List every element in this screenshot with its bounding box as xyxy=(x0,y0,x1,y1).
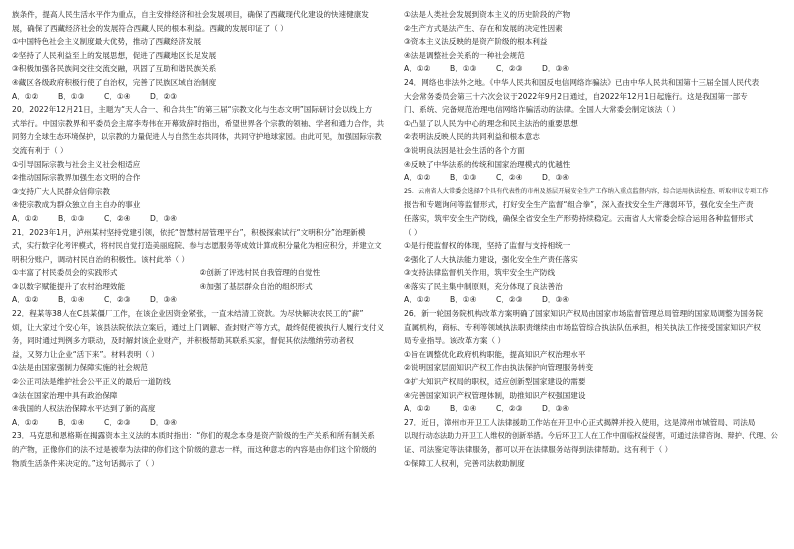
choice-c: C．②③ xyxy=(496,295,523,305)
q21-option-row xyxy=(12,266,387,280)
choice-a: A．①② xyxy=(12,417,39,427)
q21-option: ③以数字赋能提升了农村治理效能 xyxy=(12,281,126,291)
q23-option: ③资本主义法反映的是资产阶级的根本利益 xyxy=(404,37,548,47)
left-column xyxy=(12,8,387,470)
q24-option: ④反映了中华法系的传统和国家治理模式的优越性 xyxy=(404,159,571,169)
choice-a: A．①② xyxy=(12,213,39,223)
choice-a: A．①② xyxy=(404,295,431,305)
q23-option: ②生产方式是法产生、存在和发展的决定性因素 xyxy=(404,23,563,33)
choice-c: C．②④ xyxy=(496,173,523,183)
q20-choices xyxy=(12,212,387,226)
choice-c: C．①④ xyxy=(104,91,131,101)
q24-text-line: 大会常务委员会第三十六次会议于2022年9月2日通过，自2022年12月1日起施行。这是我国第一部专 xyxy=(404,91,748,101)
q26-text-line: 26．新一轮国务院机构改革方案明确了国家知识产权局由国家市场监督管理总局管理的国家局调整为国务院 xyxy=(404,309,763,319)
q19-text-line: 族条件，提高人民生活水平作为重点，自主安排经济和社会发展项目，确保了西藏现代化建设的快速健康发 xyxy=(12,10,369,19)
q22-option: ②公正司法是维护社会公平正义的最后一道防线 xyxy=(12,377,171,387)
q21-text-line: 21．2023年1月，泸州某村坚持党建引领，依托“智慧村居管理平台”，积极探索试行“文明积分”治理新模 xyxy=(12,227,366,237)
choice-d: D．③④ xyxy=(542,64,570,74)
q20-option: ②推动国际宗教界加强生态文明的合作 xyxy=(12,173,141,183)
q23-option: ①法是人类社会发展到资本主义的历史阶段的产物 xyxy=(404,10,571,19)
q20-text-line: 式举行。中国宗教界和平委员会主席李寿伟在开幕致辞时指出，希望世界各个宗教的领袖、学者和通力合作，共 xyxy=(12,118,385,128)
choice-a: A．①② xyxy=(404,64,431,74)
q25-option: ①是行使监督权的体现，坚持了监督与支持相统一 xyxy=(404,241,571,251)
choice-a: A．①② xyxy=(12,295,39,305)
q25-text-line: 报告和专题询问等监督形式，打好安全生产监督“组合拳”，深入查找安全生产薄弱环节，强化安全生产责 xyxy=(404,200,754,210)
choice-c: C．②③ xyxy=(496,404,523,414)
q22-option: ④我国的人权法治保障水平达到了新的高度 xyxy=(12,404,156,414)
q23-text-line: 物质生活条件来决定的。”这句话揭示了（ ） xyxy=(12,458,159,468)
q21-text-line: 式，实行数字化考评模式，将村民自觉打造美丽庭院、参与志愿服务等成效计算成积分量化为相应积分，并建立文 xyxy=(12,241,382,251)
q27-option: ①保障工人权利，完善司法救助制度 xyxy=(404,458,525,468)
choice-c: C．②③ xyxy=(496,64,523,74)
q26-text-line: 直属机构，商标、专利等领域执法职责继续由市场监管综合执法队伍承担，相关执法工作接受国家知识产权 xyxy=(404,322,761,332)
q19-option: ①中国特色社会主义制度最大优势，推动了西藏经济发展 xyxy=(12,37,202,47)
q20-option: ④使宗教成为群众独立自主自办的事业 xyxy=(12,200,141,210)
q19-option: ④藏区各级政府积极行使了自治权，完善了民族区域自治制度 xyxy=(12,77,217,87)
q20-option: ③支持广大人民群众信仰宗教 xyxy=(12,186,110,196)
q20-text-line: 交流有利于（ ） xyxy=(12,145,68,155)
choice-c: C．②④ xyxy=(104,213,131,223)
choice-b: B．①④ xyxy=(450,404,477,414)
q22-option: ③法在国家治理中具有政治保障 xyxy=(12,390,118,400)
q19-option: ②坚持了人民利益至上的发展思想，促进了西藏地区长足发展 xyxy=(12,50,217,60)
q22-text-line: 22．程某等38人在C县某僵厂工作，在该企业因资金紧张，一直未结清工资款。为尽快解决农民工的“薪” xyxy=(12,309,364,319)
choice-b: B．①③ xyxy=(450,173,477,183)
choice-b: B．①③ xyxy=(450,64,477,74)
choice-c: C．②③ xyxy=(104,417,131,427)
q27-text-line: 证、司法鉴定等法律服务，都可以开在法律服务站得到法律帮助。这有利于（ ） xyxy=(404,445,673,454)
q20-text-line: 20．2022年12月21日，主题为“天人合一、和合共生”的第三届“宗教文化与生态文明”国际研讨会以线上方 xyxy=(12,105,373,115)
q21-option: ④加强了基层群众自治的组织形式 xyxy=(199,281,313,291)
choice-a: A．①② xyxy=(404,173,431,183)
choice-d: D．②③ xyxy=(150,91,178,101)
q23-text-line: 23．马克思和恩格斯在揭露资本主义法的本质时指出：“你们的观念本身是资产阶级的生产关系和所有制关系 xyxy=(12,431,375,441)
choice-b: B．①③ xyxy=(58,91,85,101)
q24-text-line: 门、系统、完备规范治理电信网络诈骗活动的法律。全国人大常委会制定该法（ ） xyxy=(404,105,680,115)
choice-a: A．①② xyxy=(12,91,39,101)
q23-option: ④法是调整社会关系的一种社会规范 xyxy=(404,50,525,60)
q25-text-line: 25．云南省人大常委会选择7个具有代表性的市州及基层开展安全生产工作纳入重点监督内容，综合运用执法检查、听取审议专项工作 xyxy=(404,187,769,195)
choice-d: D．③④ xyxy=(542,295,570,305)
q20-option: ①引导国际宗教与社会主义社会相适应 xyxy=(12,159,141,169)
q19-option: ③积极加强各民族间交往交流交融，巩固了互助和谐民族关系 xyxy=(12,64,217,74)
choice-d: D．③④ xyxy=(542,173,570,183)
q19-choices xyxy=(12,90,387,104)
q26-option: ③扩大知识产权局的职权，适应创新型国家建设的需要 xyxy=(404,377,586,387)
q22-choices xyxy=(12,416,387,430)
q25-choices xyxy=(404,293,779,307)
choice-d: D．③④ xyxy=(150,295,178,305)
q24-option: ③说明良法因是社会生活的各个方面 xyxy=(404,145,525,155)
choice-d: D．③④ xyxy=(150,417,178,427)
choice-c: C．②③ xyxy=(104,295,131,305)
q26-text-line: 局专业指导。该改革方案（ ） xyxy=(404,336,506,346)
q21-option: ①丰富了村民委员会的实践形式 xyxy=(12,268,118,278)
q27-text-line: 以现行动态法助力开卫工人维权的创新举措。今后环卫工人在工作中面临权益侵害，可通过法律咨询、辩护、代理、公 xyxy=(404,431,778,441)
q22-text-line: 益，又努力让企业“活下来”。材料表明（ ） xyxy=(12,349,159,359)
q22-option: ①法是由国家强制力保障实施的社会规范 xyxy=(12,363,148,373)
q25-option: ③支持法律监督机关作用，筑牢安全生产防线 xyxy=(404,268,556,278)
q24-choices xyxy=(404,171,779,185)
q26-option: ②说明国家层面知识产权工作由执法保护向管理服务转变 xyxy=(404,363,594,373)
q21-option: ②创新了评选村民自我管理的自觉性 xyxy=(199,268,321,278)
right-column xyxy=(404,8,779,470)
choice-b: B．①④ xyxy=(58,295,85,305)
q24-option: ①凸显了以人民为中心的理念和民主法治的重要思想 xyxy=(404,118,578,128)
q22-text-line: 烦，让大家过个安心年，该县法院依法立案后，通过上门调解、查封财产等方式，最终促使被执行人履行支付义 xyxy=(12,322,385,332)
q26-option: ①旨在调整优化政府机构职能，提高知识产权治理水平 xyxy=(404,349,586,359)
q21-choices xyxy=(12,293,387,307)
q24-text-line: 24．网络也非法外之地。《中华人民共和国反电信网络诈骗法》已由中华人民共和国第十三届全国人民代表 xyxy=(404,77,760,87)
choice-b: B．①④ xyxy=(450,295,477,305)
q26-option: ④完善国家知识产权管理体制，助推知识产权强国建设 xyxy=(404,390,586,400)
q21-text-line: 明积分账户，调动村民自治的积极性。该村此举（ ） xyxy=(12,254,190,264)
q23-text-line: 的产物，正像你们的法不过是被奉为法律的你们这个阶级的意志一样，而这种意志的内容是由你们这个阶级的 xyxy=(12,445,377,454)
choice-b: B．①④ xyxy=(58,417,85,427)
q27-text-line: 27．近日，漳州市开卫工人法律援助工作站在开卫中心正式揭牌并投入使用，这是漳州市城管局、司法局 xyxy=(404,417,756,427)
choice-d: D．③④ xyxy=(150,213,178,223)
q25-text-line: （ ） xyxy=(404,227,422,237)
choice-b: B．①③ xyxy=(58,213,85,223)
q20-text-line: 同努力全球生态环境保护，以宗教的力量促进人与自然生态共同体，共同守护地球家园。由此可见，加强国际宗教 xyxy=(12,132,382,142)
choice-a: A．①② xyxy=(404,404,431,414)
q25-option: ④落实了民主集中制原则，充分体现了良法善治 xyxy=(404,281,563,291)
q26-choices xyxy=(404,402,779,416)
choice-d: D．③④ xyxy=(542,404,570,414)
q23-choices xyxy=(404,62,779,76)
q25-option: ②强化了人大执法能力建设，强化安全生产责任落实 xyxy=(404,254,578,264)
q22-text-line: 务，同时通过判例多方联动，及时解封该企业财产，并积极帮助其联系买家，督促其依法缴纳劳动者权 xyxy=(12,336,354,346)
q21-option-row xyxy=(12,280,387,294)
q25-text-line: 任落实，筑牢安全生产防线，确保全省安全生产形势持续稳定。云南省人大常委会综合运用各种监督形式 xyxy=(404,213,754,223)
q19-text-line: 展，确保了西藏经济社会的发展符合西藏人民的根本利益。西藏的发展印证了（ ） xyxy=(12,23,288,33)
q24-option: ②表明法反映人民的共同利益和根本意志 xyxy=(404,132,540,142)
